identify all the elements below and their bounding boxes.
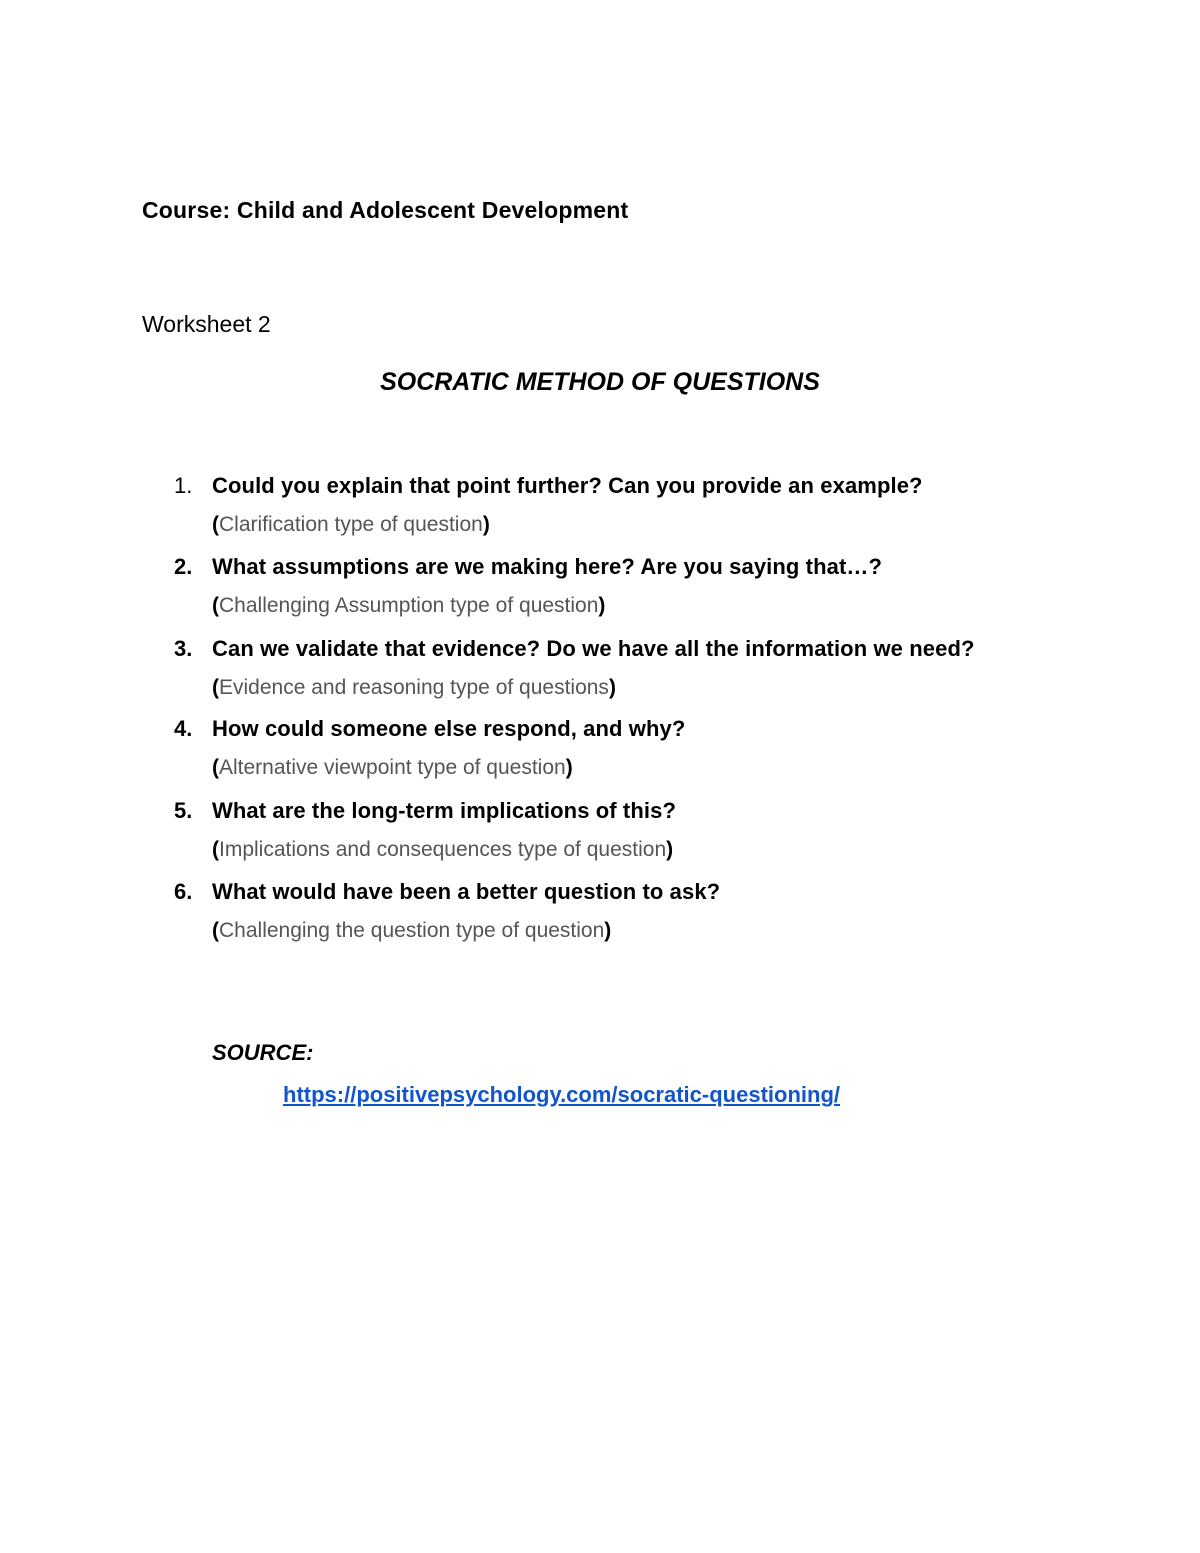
question-type-label: Implications and consequences type of question: [219, 838, 667, 861]
open-paren: (: [212, 513, 219, 536]
close-paren: ): [598, 594, 606, 617]
question-type-label: Alternative viewpoint type of question: [219, 756, 566, 779]
worksheet-label: Worksheet 2: [142, 311, 271, 337]
open-paren: (: [212, 756, 219, 779]
question-type: [212, 919, 611, 943]
open-paren: (: [212, 594, 219, 617]
question-text: How could someone else respond, and why?: [212, 716, 686, 741]
question-item-4: [0, 716, 1200, 798]
question-item-3: [0, 636, 1200, 718]
question-item-1: [0, 473, 1200, 555]
page-title: SOCRATIC METHOD OF QUESTIONS: [380, 368, 820, 396]
close-paren: ): [608, 676, 616, 699]
question-type-label: Clarification type of question: [219, 513, 483, 536]
close-paren: ): [482, 513, 490, 536]
question-type: [212, 594, 605, 618]
close-paren: ): [666, 838, 674, 861]
question-type: [212, 676, 616, 700]
question-number: 5.: [174, 798, 193, 823]
open-paren: (: [212, 676, 219, 699]
question-item-2: [0, 554, 1200, 636]
question-number: 4.: [174, 716, 193, 741]
course-heading: Course: Child and Adolescent Development: [142, 197, 629, 223]
question-type: [212, 838, 673, 862]
question-number: 1.: [174, 473, 193, 498]
question-number: 3.: [174, 636, 193, 661]
question-item-6: [0, 879, 1200, 961]
open-paren: (: [212, 919, 219, 942]
source-label: SOURCE:: [212, 1040, 314, 1065]
question-type: [212, 756, 573, 780]
question-text: What would have been a better question to ask?: [212, 879, 721, 904]
question-type-label: Challenging the question type of question: [219, 919, 605, 942]
close-paren: ): [565, 756, 573, 779]
question-text: Can we validate that evidence? Do we have all the information we need?: [212, 636, 975, 661]
question-number: 2.: [174, 554, 193, 579]
question-type-label: Challenging Assumption type of question: [219, 594, 599, 617]
question-type: [212, 513, 490, 537]
open-paren: (: [212, 838, 219, 861]
question-item-5: [0, 798, 1200, 880]
question-number: 6.: [174, 879, 193, 904]
question-text: Could you explain that point further? Can you provide an example?: [212, 473, 923, 498]
source-link[interactable]: https://positivepsychology.com/socratic-questioning/: [283, 1082, 840, 1107]
question-type-label: Evidence and reasoning type of questions: [219, 676, 609, 699]
question-text: What assumptions are we making here? Are you saying that…?: [212, 554, 883, 579]
close-paren: ): [604, 919, 612, 942]
question-text: What are the long-term implications of this?: [212, 798, 676, 823]
